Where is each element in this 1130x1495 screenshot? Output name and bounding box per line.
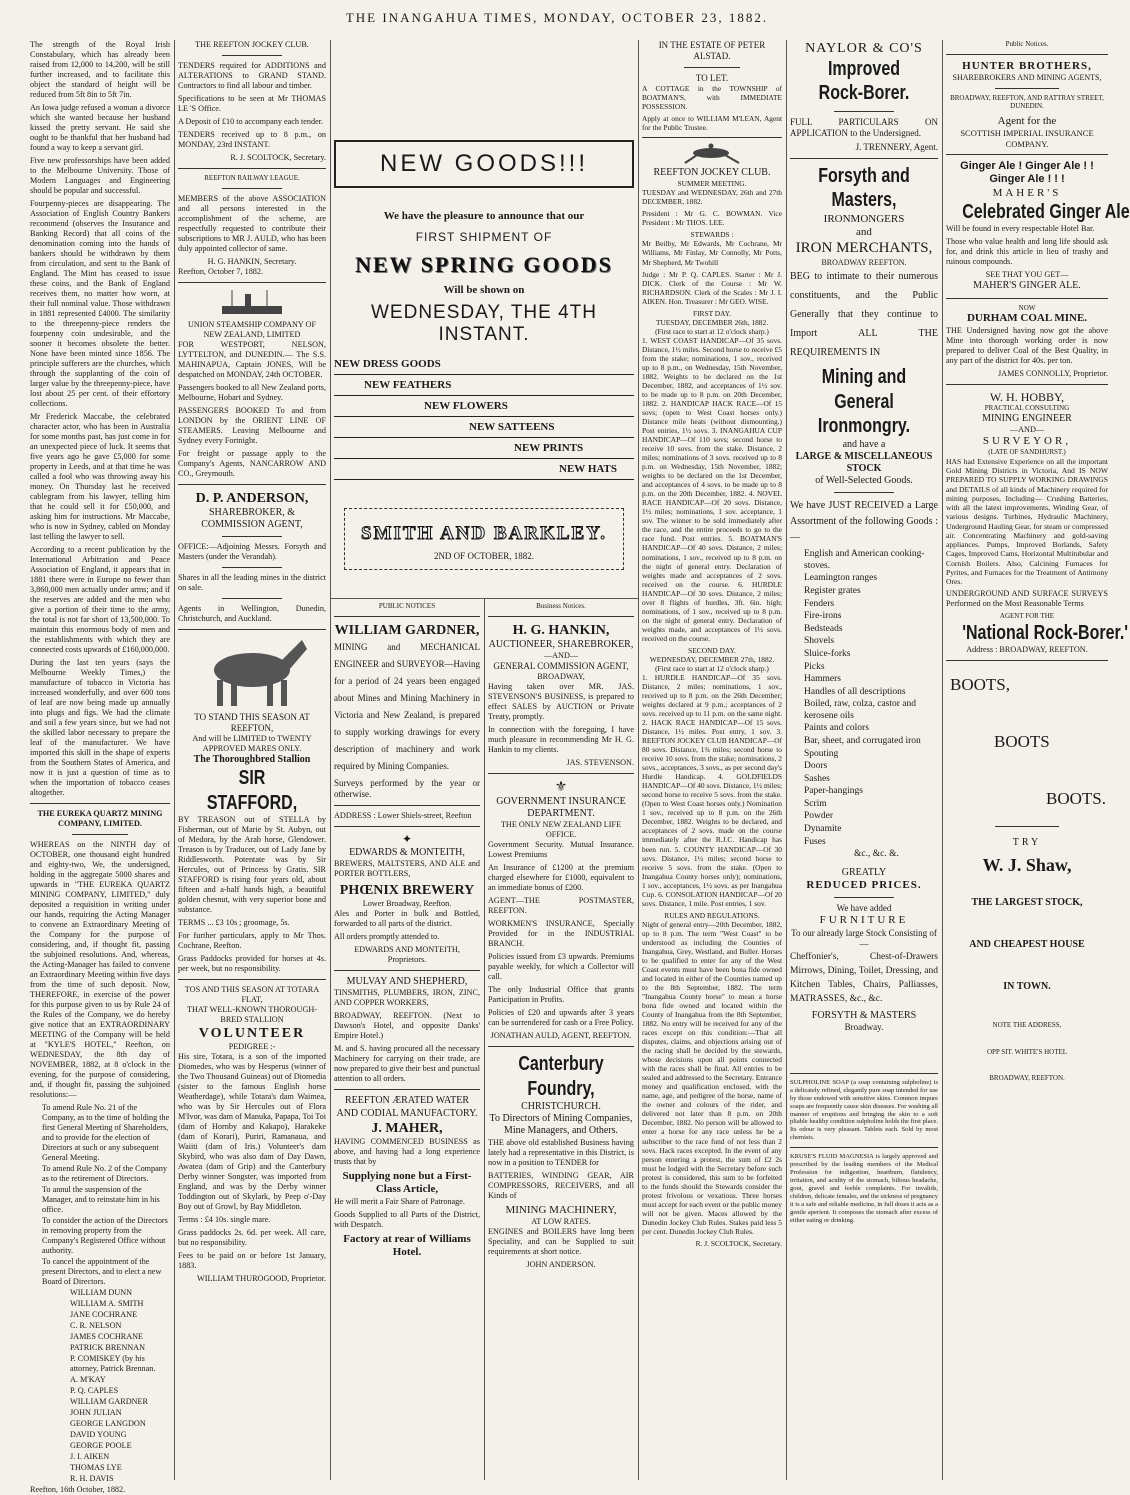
fm-furniture: FURNITURE	[819, 914, 909, 927]
item-feathers: NEW FEATHERS	[334, 375, 634, 396]
fm-goods-list	[790, 549, 938, 860]
vol-stand: TOS AND THIS SEASON AT TOTARA FLAT,	[184, 984, 320, 1004]
news-para: Mr Frederick Maccabe, the celebrated character actor, who has been in Australia for some months past, has just come in for an unexpected piece of luck. It seems that five years ago he gave £5,000 for some property in Leeds, and at that time he was called a fool who was throwing away his money. On Thursday last he received cablegram from his lawyer, telling him that he could sell it for £50,000, and asking him for instructions. Mr Maccabe, who is now in Sydney, cabled on Monday last telling the lawyer to sell.	[30, 412, 170, 541]
sir-grass: Grass Paddocks provided for horses at 4s. per week, but no responsibility.	[178, 953, 326, 973]
anderson-office: OFFICE:—Adjoining Messrs. Forsyth and Masters (under the Verandah).	[178, 541, 326, 561]
estate-body: A COTTAGE in the TOWNSHIP of BOATMAN'S, with IMMEDIATE POSSESSION.	[642, 83, 782, 111]
mul-address: BROADWAY, REEFTON. (Next to Dawson's Hotel, and opposite Danks' Empire Hotel.)	[334, 1011, 480, 1041]
vol-body: His sire, Totara, is a son of the imported Diomedes, who was by Hesperus (winner of the Two Thousand Guineas) out of Diomedia (sister to the famous English horse Weatherdage), while Totara's dam Waimea, who was by Sir Hercules out of Flora M'Ivor, was dam of Manuka, Papapa, Toi Toi (dam of Hornby and Kakapo), Harakeke (dam of Korari), Puriri, Ramanaua, and Waiiti (dam of Iris.) Volunteer's dam Skybird, who was also dam of Day Dawn, Awatea (dam of Grip) and the Canterbury Derby winner Songster, was imported from England, and was by the Derby winner Toddington out of Skylark, by Peep o'-Day Boy out of Growl, by Bay Middleton.	[178, 1051, 326, 1211]
shaw-name: W. J. Shaw,	[982, 854, 1072, 875]
column-ads-left	[178, 40, 326, 1480]
broadway-reefton: BROADWAY, REEFTON.	[989, 1074, 1065, 1083]
gardner-address: ADDRESS : Lower Shiels-street, Reefton	[334, 811, 472, 821]
sir-breed: The Thoroughbred Stallion	[193, 753, 311, 765]
vol-fees: Fees to be paid on or before 1st January, 1883.	[178, 1250, 326, 1270]
hunter-company: SCOTTISH IMPERIAL INSURANCE COMPANY.	[960, 128, 1094, 149]
hunter-sub: SHAREBROKERS AND MINING AGENTS,	[952, 72, 1102, 82]
resolution: To consider the action of the Directors in removing property from the Company's Registered Office without authority.	[42, 1216, 168, 1255]
cheapest-house: AND CHEAPEST HOUSE	[969, 938, 1085, 950]
gardner-title: WILLIAM GARDNER,	[334, 622, 480, 638]
goods-item: Fuses	[804, 836, 826, 847]
column-news	[30, 40, 170, 1494]
cant-body: THE above old established Business having lately had a representative in this District, is now in a position to TENDER for	[488, 1137, 634, 1167]
vol-pedigree: PEDIGREE :-	[228, 1041, 276, 1051]
hankin-and: —AND—	[543, 650, 579, 660]
largest-stock: THE LARGEST STOCK,	[971, 896, 1083, 908]
jockey-spec: Specifications to be seen at Mr THOMAS LE 'S Office.	[178, 94, 326, 113]
rjc-day1-start: (First race to start at 12 o'clock sharp.)	[655, 326, 769, 336]
jockey-tenders: TENDERS received up to 8 p.m., on MONDAY, 23rd INSTANT.	[178, 130, 326, 149]
goods-item: Shovels	[804, 636, 835, 647]
item-list	[334, 354, 634, 480]
railway-title: REEFTON RAILWAY LEAGUE.	[204, 174, 300, 182]
aer-goods: Goods Supplied to all Parts of the District, with Despatch.	[334, 1209, 480, 1229]
signatory: WILLIAM DUNN	[70, 1288, 133, 1297]
mul-note: M. and S. having procured all the necessary Machinery for carrying on their trade, are now prepared to give their best and punctual attention to all orders.	[334, 1044, 480, 1084]
signatory: JAMES COCHRANE	[70, 1332, 144, 1341]
column-right-ads	[946, 40, 1130, 1480]
rjc-steward-list: Mr Beilby, Mr Edwards, Mr Cochrane, Mr Williams, Mr Finlay, Mr Connolly, Mr Potts, Mr Shepherd, Mr Twohill	[642, 239, 782, 267]
masthead: THE INANGAHUA TIMES, MONDAY, OCTOBER 23, 1882.	[345, 10, 769, 25]
goods-item: Handles of all descriptions	[804, 686, 906, 697]
signatory: C. R. NELSON	[70, 1321, 122, 1330]
resolution: To cancel the appointment of the present Directors, and to elect a new Board of Directors.	[42, 1257, 162, 1286]
hobby-sub: PRACTICAL CONSULTING	[984, 404, 1070, 413]
goods-item: &c., &c. &.	[854, 849, 899, 860]
hobby-engineer: MINING ENGINEER	[982, 412, 1072, 424]
boots-1: BOOTS,	[950, 675, 1010, 695]
eureka-title: THE EUREKA QUARTZ MINING COMPANY, LIMITED.	[37, 809, 163, 828]
wednesday: WEDNESDAY, THE 4TH INSTANT.	[371, 302, 597, 345]
coal-title: DURHAM COAL MINE.	[966, 312, 1088, 325]
aer-supply: Supplying none but a First-Class Article,	[342, 1169, 472, 1196]
gov-policies: Policies issued from £3 upwards. Premiums payable weekly, for which a Collector will call.	[488, 952, 634, 982]
signatory: WILLIAM GARDNER	[70, 1397, 148, 1406]
news-para: During the last ten years (says the Melbourne Weekly Times,) the manufacture of tobacco in Victoria has increased wonderfully, and over 600 tons of leaf are now being made up annually into plugs and figs. We had the climate and soil a few years since, but we had not the skilled labor necessary to prepare the leaf of the manufacturer. We have imported this skill in the shape of experts from the Southern States of America, and now it is just a question of time as to when the importation of tobacco ceases altogether.	[30, 658, 170, 797]
mul-title: MULVAY AND SHEPHERD,	[346, 976, 468, 988]
hobby-borer: 'National Rock-Borer.'	[962, 621, 1129, 644]
aer-body: HAVING COMMENCED BUSINESS as above, and having had a long experience trusts that by	[334, 1136, 480, 1166]
gov-only2: The only Industrial Office that grants Participation in Profits.	[488, 985, 634, 1005]
railway-body: MEMBERS of the above ASSOCIATION and all persons interested in the accomplishment of the scheme, are respectfully requested to contribute their subscriptions to MR J. AULD, who has been duly appointed collector of same.	[178, 193, 326, 253]
goods-item: Spouting	[804, 748, 839, 759]
gov-sig: JONATHAN AULD, AGENT, REEFTON.	[490, 1031, 632, 1041]
maher-see: SEE THAT YOU GET—	[985, 270, 1069, 280]
cant-title: Canterbury Foundry,	[518, 1053, 604, 1100]
jockey-deposit: A Deposit of £10 to accompany each tender.	[178, 117, 324, 126]
coal-sig: JAMES CONNOLLY, Proprietor.	[997, 368, 1108, 378]
mul-body: TINSMITHS, PLUMBERS, IRON, ZINC, AND COPPER WORKERS,	[334, 988, 480, 1008]
eureka-body: WHEREAS on the NINTH day of OCTOBER, one thousand eight hundred and eighty-two, We, the undersigned, holding in the aggregate 5000 shares and upwards in "THE EUREKA QUARTZ MINING COMPANY, LIMITED," duly deposited a requisition in writing under our hands, requiring the Acting Manager to convene an Extraordinary Meeting of the Company for the purpose of considering, and, if thought fit, passing the subjoined resolutions. And, whereas, the Acting-Manager has failed to convene an Extraordinary Meeting within five days from the time of such deposit. Now, THEREFORE, in exercise of the power for this purpose given to us by Rule 24 of the Rules of the Company, we do hereby give notice that an EXTRAORDINARY MEETING of the Company will be held at "KYLE'S HOTEL," Reefton, on WEDNESDAY, the 8th day of NOVEMBER, 1882, at 8 o'clock in the evening, for the purpose of considering, and, if thought fit, passing the subjoined resolutions:—	[30, 840, 170, 1099]
fm-large: LARGE & MISCELLANEOUS STOCK	[795, 450, 933, 474]
item-flowers: NEW FLOWERS	[334, 396, 634, 417]
rjc-stewards: STEWARDS :	[690, 230, 734, 240]
hobby-body: HAS had Extensive Experience on all the important Gold Mining Districts in Victoria, And IS NOW PREPARED TO SUPPLY WORKING DRAWINGS and DETAILS of all kinds of Machinery required for mining purposes, Including— Crushing Batteries, with all the latest improvements, Winding Gear, of various designs. Turbines, Hydraulic Machinery, Underground Hauling Gear, for steam or compressed air. Concentrating Machinery and gold-saving appliances. Pumps, Improved Borlands, Safety Cages, Improved Cams, Horizontal Multitubular and Cornish Boilers. Also, Calcining Furnaces for Pyrites, and Furnaces for the Treatment of Antimony Ores.	[946, 456, 1108, 587]
goods-item: Bedsteads	[804, 623, 843, 634]
fm-stock: To our already large Stock Consisting of—	[791, 927, 937, 949]
column-rule	[786, 40, 787, 1480]
goods-item: Dynamite	[804, 824, 842, 835]
fm-well: of Well-Selected Goods.	[815, 475, 913, 487]
gardner-body: MINING and MECHANICAL ENGINEER and SURVEYOR—Having for a period of 24 years been engaged about Mines and Mining Machinery in Victoria and New Zealand, is prepared to supply working drawings for every description of machinery and work required by Mining Companies.	[334, 641, 480, 772]
fm-address: BROADWAY REEFTON.	[821, 257, 907, 267]
signatory: JANE COCHRANE	[70, 1310, 138, 1319]
hobby-agent: AGENT FOR THE	[999, 612, 1055, 621]
cant-sig: JOHN ANDERSON.	[526, 1259, 596, 1269]
kruse-ad: KRUSE'S FLUID MAGNESIA is largely approved and prescribed by the leading members of the Medical Profession for indigestion, heartburn, flatulency, irritation, and acidity of the stomach, bilious headache, gout, gravel and feeble complaints. For invalids, children, delicate females, and the sickness of pregnancy it is a safe and reliable medicine, in full doses it acts as a gentle aperient. It composes the stomach after excess of either eating or drinking.	[790, 1153, 938, 1224]
spring-goods: NEW SPRING GOODS	[355, 252, 613, 277]
rjc-day2-races: 1. HURDLE HANDICAP—Of 35 sovs. Distance, 2 miles; nominations, 1 sov., received up to 8 p.m. on the 26th December; weights declared at 9 p.m.; acceptances of 2 sovs. received up to 11 p.m. on the same night. 2. HACK RACE HANDICAP—Of 15 sovs. Distance, 1½ miles. Post entry, 1 sov. 3. REEFTON JOCKEY CLUB HANDICAP—Of 80 sovs. Distance, 1¾ miles; second horse to receive 10 sovs. from the stake; nominations, 2 sovs., acceptances, 3 sovs., as per second day's Hurdle Handicap. 4. GOLDFIELDS HANDICAP—Of 40 sovs. Distance, 1½ miles; second horse to receive 5 sovs. from the stake. (Open to West Coast horses only.) Nomination 1 sov., received up to 8 p.m. on the 26th December, 1882. Weights to be declared, and acceptances of 2 sovs. made on the course immediately after the R.J.C. Handicap has been run. 5. COUNTY HANDICAP—Of 30 sovs. Distance, 1½ miles; second horse to receive 5 sovs. from the stake. (Open to Inangahua County horses only); nominations, 1 sov., acceptances, 1½ sovs. as per Inangahua Cup. 6. CONSOLATION HANDICAP—Of 20 sovs. Distance, 1 mile. Post entries, 1 sov.	[642, 672, 783, 908]
hankin-sub: AUCTIONEER, SHAREBROKER,	[488, 638, 634, 650]
ed-body: BREWERS, MALTSTERS, AND ALE and PORTER BOTTLERS,	[334, 859, 480, 879]
cant-machinery: MINING MACHINERY,	[505, 1203, 617, 1216]
column-rule	[330, 40, 331, 1480]
vol-terms: Terms : £4 10s. single mare.	[178, 1214, 271, 1224]
news-para: Five new professorships have been added to the Melbourne University. Those of Modern Languages and Engineering should be popular and successful.	[30, 156, 170, 195]
sir-apply: For further particulars, apply to Mr Thos. Cochrane, Reefton.	[178, 930, 326, 950]
rjc-sig: R. J. SCOLTOCK, Secretary.	[695, 1238, 782, 1248]
opp-hotel: OPP SIT. WHITE'S HOTEL	[986, 1047, 1068, 1056]
railway-date: Reefton, October 7, 1882.	[178, 266, 264, 276]
goods-item: English and American cooking-stoves.	[804, 549, 925, 571]
union-freight: For freight or passage apply to the Company's Agents, NANCARROW AND CO., Greymouth.	[178, 448, 326, 478]
hankin-address: BROADWAY,	[537, 671, 585, 681]
cant-list: BATTERIES, WINDING GEAR, AIR COMPRESSORS, RECEIVERS, and all Kinds of	[488, 1170, 634, 1200]
section-public: PUBLIC NOTICES	[378, 602, 436, 610]
firm-date: 2ND OF OCTOBER, 1882.	[433, 551, 535, 561]
union-passengers: Passengers booked to all New Zealand ports, Melbourne, Hobart and Sydney.	[178, 382, 326, 402]
cant-city: CHRISTCHURCH.	[521, 1101, 601, 1112]
signatory: DAVID YOUNG	[70, 1430, 127, 1439]
fm-reduced: REDUCED PRICES.	[806, 878, 922, 891]
goods-item: Scrim	[804, 798, 827, 809]
anderson-shares: Shares in all the leading mines in the district on sale.	[178, 572, 326, 592]
gov-workmen: WORKMEN'S INSURANCE, Specially Provided for in the INDUSTRIAL BRANCH.	[488, 919, 634, 949]
section-business: Business Notices.	[536, 602, 586, 610]
goods-item: Hammers	[804, 674, 841, 685]
fm-added: We have added	[836, 903, 892, 914]
rjc-sub: SUMMER MEETING.	[677, 179, 747, 189]
naylor-body: FULL PARTICULARS ON APPLICATION to the Undersigned.	[790, 116, 938, 138]
hankin-general: GENERAL COMMISSION AGENT,	[493, 660, 629, 671]
fm-ironmongers: IRONMONGERS	[823, 212, 905, 225]
maher-name: MAHER'S	[992, 186, 1062, 199]
anderson-title: D. P. ANDERSON,	[195, 490, 309, 506]
hunter-title: HUNTER BROTHERS,	[962, 59, 1092, 72]
resolution: To amend Rule No. 21 of the Company, as to the time of holding the first General Meeting of Shareholders, and to provide for the election of Directors at such or any subsequent General Meeting.	[42, 1103, 170, 1162]
goods-item: Fire-irons	[804, 611, 842, 622]
rjc-day1-date: TUESDAY, DECEMBER 26th, 1882.	[655, 317, 769, 327]
sir-stand: TO STAND THIS SEASON AT REEFTON,	[194, 711, 310, 733]
resolution: To annul the suspension of the Manager, and to reinstate him in his office.	[42, 1185, 160, 1214]
fm-have: and have a	[842, 438, 886, 450]
center-divider	[330, 598, 638, 599]
vol-name: VOLUNTEER	[198, 1025, 306, 1041]
fm-broadway: Broadway.	[844, 1021, 884, 1032]
boots-3: BOOTS.	[1046, 788, 1106, 808]
hunter-agent: Agent for the	[997, 114, 1057, 127]
aer-title: REEFTON ÆRATED WATER AND CODIAL MANUFACTORY.	[336, 1095, 478, 1119]
item-dress: NEW DRESS GOODS	[334, 354, 634, 375]
sir-limited: And will be LIMITED to TWENTY APPROVED MARES ONLY.	[192, 733, 312, 753]
fm-and: and	[856, 225, 872, 238]
union-body: FOR WESTPORT, NELSON, LYTTELTON, and DUNEDIN.— The S.S. MAHINAPUA, Captain JONES, Will be despatched on MONDAY, 24th OCTOBER.	[178, 339, 326, 379]
naylor-title: NAYLOR & CO'S	[805, 41, 923, 56]
crest-icon: ⚜	[554, 779, 568, 795]
hankin-sig: JAS. STEVENSON.	[566, 757, 634, 767]
hankin-connection: In connection with the foregoing, I have much pleasure in recommending Mr H. G. Hankin to my clients.	[488, 724, 634, 754]
signatory: THOMAS LYE	[70, 1463, 122, 1472]
gov-title: GOVERNMENT INSURANCE DEPARTMENT.	[496, 795, 626, 820]
note-address: NOTE THE ADDRESS,	[992, 1021, 1062, 1030]
jockey-body: TENDERS required for ADDITIONS and ALTERATIONS to GRAND STAND. Contractors to find all labour and timber.	[178, 61, 326, 90]
item-hats: NEW HATS	[334, 459, 634, 480]
ed-brewery: PHŒNIX BREWERY	[339, 883, 475, 899]
item-satteens: NEW SATTEENS	[334, 417, 634, 438]
maher-get: MAHER'S GINGER ALE.	[973, 280, 1081, 292]
hankin-body: Having taken over MR. JAS. STEVENSON'S BUSINESS, is prepared to effect SALES by AUCTION or Private Treaty, promptly.	[488, 681, 634, 721]
signatory: JOHN JULIAN	[70, 1408, 122, 1417]
estate-apply: Apply at once to WILLIAM M'LEAN, Agent for the Public Trustee.	[642, 114, 782, 133]
hankin-title: H. G. HANKIN,	[512, 622, 610, 638]
cant-engines: ENGINES and BOILERS have long been Speciality, and can be Supplied to suit requirements at short notice.	[488, 1226, 634, 1256]
jockey-title: THE REEFTON JOCKEY CLUB.	[195, 40, 309, 49]
rjc-title: REEFTON JOCKEY CLUB.	[653, 167, 771, 179]
goods-item: Leamington ranges	[804, 573, 878, 584]
cant-to: To Directors of Mining Companies, Mine Managers, and Others.	[489, 1113, 633, 1137]
rjc-president: President : Mr G. C. BOWMAN. Vice President : Mr THOS. LEE.	[642, 209, 782, 228]
fm-greatly: GREATLY	[841, 866, 887, 878]
gov-security: Government Security. Mutual Insurance. Lowest Premiums	[488, 840, 634, 860]
fm-mining: Mining and General Ironmongry.	[817, 366, 911, 438]
anderson-agents: Agents in Wellington, Dunedin, Christchurch, and Auckland.	[178, 603, 326, 623]
jockey-sig: R. J. SCOLTOCK, Secretary.	[230, 153, 326, 162]
goods-item: Sashes	[804, 773, 830, 784]
sulpholine-ad: SULPHOLINE SOAP (a soap containing sulpholine) is a delicately refined, elegantly pure soap intended for use by those endowed with sensitive skins. Common impure soaps are frequently cause skin diseases. For washing all manner of eruptions and bringing the skin to a soft pliable healthy condition sulpholine holds the first place. Its odour is very pleasant. Tablets each. Sold by most chemists.	[790, 1078, 938, 1142]
signatory: WILLIAM A. SMITH	[70, 1299, 144, 1308]
column-rule	[638, 40, 639, 1480]
eureka-signatories	[30, 1288, 170, 1484]
maher-body2: Those who value health and long life should ask for, and drink this article in lieu of trashy and ruinous compounds.	[946, 237, 1108, 267]
rjc-day2-date: WEDNESDAY, DECEMBER 27th, 1882.	[649, 654, 775, 664]
signatory: J. I. AIKEN	[70, 1452, 110, 1461]
aer-factory: Factory at rear of Williams Hotel.	[343, 1232, 471, 1259]
rjc-rules-body: Night of general entry—20th December, 1882, up to 8 p.m. The term "West Coast" to be understood as including the Counties of Inangahua, Grey, Westland, and Buller. Horses to be qualified to enter for any of the West Coast events must have been bona fide owned and located in either of the Counties named up to the 8th September, 1882. The term "Inangahua County horse" to mean a horse bona fide owned and located within the County of Inangahua from the 8th September, 1882. No entry will be received for any of the races except on this condition:—That all disputes, claims, and objections arising out of the racing shall be decided by the stewards, whose decisions upon all points connected with the races shall be final. All entries to be sealed and addressed to the Secretary. Entrance money and qualification enclosed, with the name, age, and pedigree of the horse, name of the owner and colours of the rider, and delivered not later than 8 p.m. on 20th December, 1882. No person will be allowed to enter a horse for any race unless he be a subscriber to the race fund of not less than 2 sovs. Hack races excepted. In the event of any person entering a protest, the sum of £2 2s must be lodged with the Secretary before such protest is considered, this sum to be forfeited to the funds should the Stewards consider the protest frivolous or vexatious. Three horses must accept for each event or the public money will not be given. Maces allowed by the Dunedin Jockey Club Rules. Stakes paid less 5 per cent. Dunedin Jockey Club Rules.	[642, 919, 782, 1236]
naylor-sub: Improved Rock-Borer.	[818, 58, 910, 105]
boots-2: BOOTS	[994, 732, 1050, 752]
ed-orders: All orders promptly attended to.	[334, 932, 440, 942]
eureka-resolutions	[30, 1103, 170, 1287]
rjc-officials: Judge : Mr P. Q. CAPLES. Starter : Mr J. DICK. Clerk of the Course : Mr W. RICHARDSON. Clerk of the Scales : Mr J. I. AIKEN. Hon. Treasurer : Mr GEO. WISE.	[642, 269, 782, 306]
hobby-surveyor: SURVEYOR,	[982, 434, 1072, 447]
goods-item: Boiled, raw, colza, castor and kerosene oils	[804, 699, 917, 721]
first-shipment: FIRST SHIPMENT OF	[415, 230, 553, 244]
fm-sig: FORSYTH & MASTERS	[811, 1009, 917, 1021]
cant-rates: AT LOW RATES.	[531, 1216, 591, 1226]
racehorse-icon	[677, 143, 747, 165]
hobby-surveys: UNDERGROUND AND SURFACE SURVEYS Performed on the Most Reasonable Terms	[946, 589, 1108, 609]
estate-title: IN THE ESTATE OF PETER ALSTAD.	[658, 40, 766, 61]
aer-name: J. MAHER,	[371, 1120, 443, 1136]
try-label: TRY	[1012, 836, 1042, 848]
rjc-rules: RULES AND REGULATIONS.	[664, 910, 760, 920]
rjc-day2: SECOND DAY.	[688, 645, 736, 655]
union-title: UNION STEAMSHIP COMPANY OF NEW ZEALAND, LIMITED	[187, 319, 317, 339]
maher-ginger: Celebrated Ginger Ale	[962, 201, 1130, 224]
ed-sig: EDWARDS AND MONTEITH, Proprietors.	[354, 945, 460, 965]
ginger-shout: Ginger Ale ! Ginger Ale ! ! Ginger Ale ! ! !	[960, 159, 1094, 186]
estate-let: TO LET.	[695, 72, 729, 83]
vol-title: THAT WELL-KNOWN THOROUGH-BRED STALLION	[186, 1004, 318, 1024]
firm-box	[344, 508, 624, 570]
vol-sig: WILLIAM THUROGOOD, Proprietor.	[196, 1273, 326, 1283]
gov-agent: AGENT—THE POSTMASTER, REEFTON.	[488, 896, 634, 916]
column-public-notices	[334, 602, 480, 1480]
goods-item: Powder	[804, 811, 834, 822]
union-booked: PASSENGERS BOOKED To and from LONDON by the ORIENT LINE OF STEAMERS. Leaving Melbourne and Sydney every Fortnight.	[178, 405, 326, 445]
rjc-dates: TUESDAY and WEDNESDAY, 26th and 27th DECEMBER, 1882.	[642, 188, 782, 207]
column-rule	[484, 598, 485, 1480]
eureka-date: Reefton, 16th October, 1882.	[30, 1485, 126, 1494]
hunter-address: BROADWAY, REEFTON, AND RATTRAY STREET, DUNEDIN.	[950, 93, 1104, 111]
news-para: According to a recent publication by the International Arbitration and Peace Association of England, it appears that in 1881 there were in Europe no fewer than 3,860,000 men actually under arms; and if the reserves are added and the men who give a portion of their time to the army, the total is not far short of 13,500,000. To maintain this enormous body of men and the establishments with which they are connected costs upwards of £160,000,000.	[30, 545, 170, 654]
signatory: R. H. DAVIS	[70, 1474, 114, 1483]
aer-merit: He will merit a Fair Share of Patronage.	[334, 1196, 465, 1206]
signatory: GEORGE POOLE	[70, 1441, 132, 1450]
coal-body: THE Undersigned having now got the above Mine into thorough working order is now prepared to deliver Coal of the Best Quality, in any part of the district for 40s. per ton.	[946, 325, 1108, 365]
new-goods-banner: NEW GOODS!!!	[334, 140, 634, 188]
shown-on: Will be shown on	[443, 284, 525, 296]
sir-name: SIR STAFFORD,	[206, 767, 298, 814]
goods-item: Paints and colors	[804, 723, 869, 734]
column-jockey-club	[642, 40, 782, 1480]
goods-item: Picks	[804, 661, 825, 672]
fm-body: BEG to intimate to their numerous constituents, and the Public Generally that they continue to Import ALL THE REQUIREMENTS IN	[790, 271, 938, 359]
signatory: GEORGE LANGDON	[70, 1419, 146, 1428]
firm-name: SMITH AND BARKLEY.	[361, 523, 607, 544]
column-forsyth-masters	[790, 40, 938, 1480]
coal-now: NOW	[1018, 303, 1036, 312]
ed-title: EDWARDS & MONTEITH,	[349, 846, 465, 858]
goods-item: Register grates	[804, 586, 861, 597]
rjc-day1-races: 1. WEST COAST HANDICAP—Of 35 sovs. Distance, 1½ miles. Second horse to receive £5 from the stake; nominations, 1 sov., received up to 8 p.m., on Wednesday, 15th November, 1882. Weights to be declared on the 1st December, 1882, and acceptances of 1½ sov. to be made up to 8 p.m. on 20th December, 1882. 2. HANDICAP HACK RACE—Of 15 sovs; (open to West Coast horses only.) Distance mile heats (without dismounting.) Post entries, 1½ sovs. 3. INANGAHUA CUP HANDICAP—Of 110 sovs; second horse to receive 10 sovs. from the stake. Distance, 2 miles; nominations of 3 sovs. received up to 8 p.m. on Wednesday, 15th November, 1882; weights to be declared on the 1st December, and acceptances of 4 sovs. to be made up to 8 p.m. on the 20th December, 1882. 4. NOVEL RACE HANDICAP—Of 20 sovs. Distance, 1½ miles; nominations, 1 sov. acceptance, 1 sov. The winner to be sold immediately after the race, and the entire proceeds to go to the race fund. Post entries. 5. BOATMAN'S HANDICAP—Of 40 sovs. Distance, 2 miles; nominations, 1 sov., received up to 8 p.m. on the night of general entry. Declaration of weights made and acceptances of 2 sovs. received on the course. 6. HURDLE HANDICAP—Of 30 sovs. Distance, 2 miles; over 8 flights of hurdles, 3ft. 6in. high; nominations, of 1 sov., received up to 8 p.m. on the night of general entry. Declaration of weights made, and acceptances of 1½ sovs. received on the course.	[642, 335, 782, 643]
steamship-icon	[217, 288, 287, 318]
ed-address: Lower Broadway, Reefton.	[362, 899, 452, 909]
gov-only: THE ONLY NEW ZEALAND LIFE OFFICE.	[500, 820, 622, 840]
column-rule	[174, 40, 175, 1480]
column-rule	[942, 40, 943, 1480]
hobby-late: (LATE OF SANDHURST.)	[988, 448, 1066, 457]
hobby-address: Address : BROADWAY, REEFTON.	[966, 645, 1088, 655]
news-para: The strength of the Royal Irish Constabulary, which has already been raised from 12,000 to 14,200, will be still further increased, and to facilitate this object the standard of height will be reduced from 5ft 8in to 5ft 7in.	[30, 40, 170, 99]
item-prints: NEW PRINTS	[334, 438, 634, 459]
fm-merchants: IRON MERCHANTS,	[795, 240, 933, 257]
eagle-icon: ✦	[401, 832, 413, 847]
signatory: A. M'KAY	[70, 1375, 106, 1384]
gov-pol2: Policies of £20 and upwards after 3 years can be surrendered for cash or a Free Policy.	[488, 1008, 634, 1028]
new-goods-ad	[334, 40, 634, 595]
railway-sig: H. G. HANKIN, Secretary.	[207, 256, 297, 266]
goods-item: Sluice-forks	[804, 648, 851, 659]
ed-ales: Ales and Porter in bulk and Bottled, forwarded to all parts of the district.	[334, 909, 480, 929]
vol-grass: Grass paddocks 2s. 6d. per week. All care, but no responsibility.	[178, 1227, 326, 1247]
gov-insure: An Insurance of £1200 at the premium charged elsewhere for £1000, equivalent to an immediate bonus of £200.	[488, 863, 634, 893]
goods-item: Fenders	[804, 598, 835, 609]
maher-body: Will be found in every respectable Hotel Bar.	[946, 224, 1095, 234]
rjc-day1: FIRST DAY.	[692, 308, 732, 318]
pleasure-line: We have the pleasure to announce that our	[383, 210, 585, 222]
rjc-day2-start: (First race to start at 12 o'clock sharp.)	[655, 663, 769, 673]
naylor-sig: J. TRENNERY, Agent.	[855, 141, 938, 152]
resolution: To amend Rule No. 2 of the Company as to the retirement of Directors.	[42, 1164, 167, 1183]
news-para: Fourpenny-pieces are disappearing. The Association of English Country Bankers recommend (observes the Insurance and Banking Record) that all coins of the denomination coming into the hands of bankers should be withdrawn by them from circulation, and sent to the Bank of England. The Mint has ceased to issue these coins, and the Bank of England receives them, no matter how worn, at their full nominal value. Those withdrawn in 1881 represented £4000. The similarity to the threepenny-piece renders the fourpenny coin undesirable, and the sooner it becomes obsolete the better. None have been minted since 1856. The principle sufferers are the churches, which through the supplanting of the coin of larger value by the threepenny-piece, have lost about 25 per cent. of their effortory collections.	[30, 199, 170, 408]
signatory: P. COMISKEY (by his attorney, Patrick Brennan.	[70, 1354, 156, 1373]
goods-item: Doors	[804, 761, 828, 772]
hobby-and: —AND—	[1009, 424, 1045, 434]
fm-received: We have JUST RECEIVED a Large Assortment of the following Goods :—	[790, 500, 938, 544]
in-town: IN TOWN.	[1003, 981, 1051, 993]
fm-title: Forsyth and Masters,	[818, 164, 910, 212]
anderson-sub: SHAREBROKER, & COMMISSION AGENT,	[201, 506, 303, 530]
news-para: An Iowa judge refused a woman a divorce which she wanted because her husband kissed the pretty servant. He said she ought to be thankful that her husband had found a way to keep a servant girl.	[30, 103, 170, 152]
goods-item: Paper-hangings	[804, 786, 863, 797]
sir-terms: TERMS ... £3 10s ; groomage, 5s.	[178, 917, 290, 927]
goods-item: Bar, sheet, and corrugated iron	[804, 736, 921, 746]
signatory: PATRICK BRENNAN	[70, 1343, 145, 1352]
public-notice-label: Public Notices.	[1005, 40, 1049, 48]
horse-icon	[197, 635, 307, 710]
column-business-notices	[488, 602, 634, 1480]
fm-furniture-list: Cheffonier's, Chest-of-Drawers Mirrows, Dining, Toilet, Dressing, and Kitchen Tables, Chairs, Palliasses, MATRASSES, &c., &c.	[790, 951, 938, 1005]
sir-body: BY TREASON out of STELLA by Fisherman, out of Marie by St. Aubyn, out of Medora, by the Arab horse, Glendower. Treason is by Traducer, out of Lady Jane by Riddlesworth. Potentate was by Sir Hercules, out of Princess by Gratis. SIR STAFFORD is rising four years old, about fifteen and a-half hands high, a beautiful golden chesnut, with very superior bone and substance.	[178, 814, 326, 914]
hobby-title: W. H. HOBBY,	[989, 389, 1065, 404]
signatory: P. Q. CAPLES	[70, 1386, 119, 1395]
gardner-surveys: Surveys performed by the year or otherwise.	[334, 778, 480, 800]
